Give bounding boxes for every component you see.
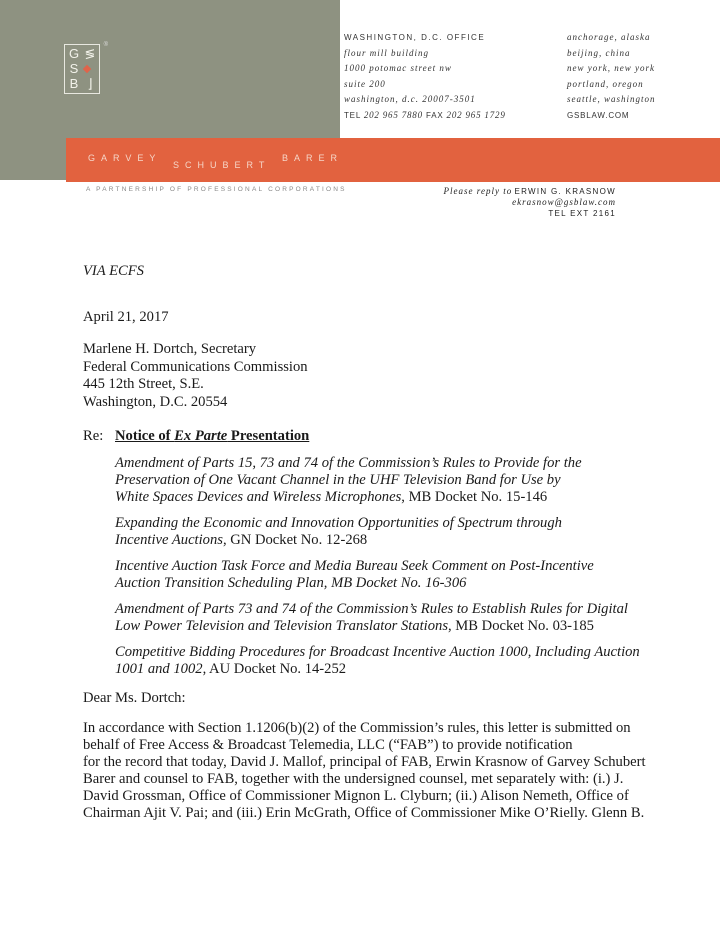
matter-4: [115, 601, 628, 635]
matter-title: Competitive Bidding Procedures for Broadcast Incentive Auction 1000, Including Auction: [115, 644, 640, 660]
recipient-address: [83, 341, 308, 411]
re-label: Re:: [83, 428, 104, 444]
reply-prefix: Please reply to: [443, 186, 513, 196]
firm-name-band: [66, 138, 720, 182]
subject-part-3: Presentation: [227, 428, 310, 444]
docket-number: , MB Docket No. 03-185: [448, 618, 594, 634]
subject-line: [115, 428, 309, 445]
office-location: anchorage, alaska: [567, 32, 651, 42]
subject-ex-parte: Ex Parte: [174, 428, 228, 444]
address-line: flour mill building: [344, 47, 430, 58]
body-paragraph: [83, 720, 646, 822]
recipient-line: Washington, D.C. 20554: [83, 393, 228, 410]
matter-title: White Spaces Devices and Wireless Microphones: [115, 489, 402, 505]
matter-5: [115, 644, 640, 678]
logo-letter-g: G: [68, 46, 80, 61]
letterhead-gray-strip: [0, 140, 66, 180]
body-line: behalf of Free Access & Broadcast Telemedia, LLC (“FAB”) to provide notification: [83, 737, 573, 753]
firm-name-garvey: GARVEY: [88, 153, 162, 163]
firm-name-barer: BARER: [282, 153, 344, 163]
office-location: beijing, china: [567, 47, 631, 58]
registered-mark: ®: [103, 42, 108, 48]
body-line: Chairman Ajit V. Pai; and (iii.) Erin McGrath, Office of Commissioner Mike O’Rielly. Glenn B.: [83, 805, 645, 821]
reply-email[interactable]: ekrasnow@gsblaw.com: [512, 197, 616, 207]
logo-letter-b: B: [69, 76, 79, 91]
phone-fax-line: [344, 108, 506, 124]
docket-number: , AU Docket No. 14-252: [202, 661, 347, 677]
docket-number: , MB Docket No. 15-146: [401, 489, 548, 505]
letterhead-gray-block: [0, 0, 340, 140]
matter-title: Auction Transition Scheduling Plan, MB Docket No. 16-306: [115, 575, 467, 591]
partnership-line: A PARTNERSHIP OF PROFESSIONAL CORPORATIONS: [86, 186, 347, 193]
logo-glyph-bottom: ⌋: [87, 76, 93, 91]
matter-title: Incentive Auction Task Force and Media Bureau Seek Comment on Post-Incentive: [115, 558, 594, 574]
recipient-line: Marlene H. Dortch, Secretary: [83, 341, 257, 357]
gsb-logo: [64, 42, 108, 94]
logo-glyph-top: ≶: [84, 46, 96, 61]
reply-block: [430, 186, 616, 219]
reply-tel: TEL EXT 2161: [548, 209, 616, 218]
body-line: Barer and counsel to FAB, together with the undersigned counsel, met separately with: (i.) J.: [83, 771, 624, 787]
matter-title: Expanding the Economic and Innovation Opportunities of Spectrum through: [115, 515, 562, 531]
logo-diamond-icon: [83, 65, 91, 73]
address-line: washington, d.c. 20007-3501: [344, 94, 476, 104]
website[interactable]: GSBLAW.COM: [567, 110, 630, 120]
firm-name-schubert: SCHUBERT: [173, 160, 271, 170]
body-line: David Grossman, Office of Commissioner Mignon L. Clyburn; (ii.) Alison Nemeth, Office of: [83, 788, 629, 804]
body-line: In accordance with Section 1.1206(b)(2) of the Commission’s rules, this letter is submitted on: [83, 720, 631, 736]
delivery-method: VIA ECFS: [83, 263, 144, 279]
dc-office-address: [344, 30, 506, 123]
fax-label: FAX: [425, 110, 444, 120]
matter-title: Amendment of Parts 15, 73 and 74 of the Commission’s Rules to Provide for the: [115, 455, 582, 471]
reply-name: ERWIN G. KRASNOW: [514, 187, 616, 196]
matter-title: Amendment of Parts 73 and 74 of the Commission’s Rules to Establish Rules for Digital: [115, 601, 628, 617]
other-offices: [567, 30, 656, 123]
recipient-line: 445 12th Street, S.E.: [83, 376, 204, 392]
letter-date: April 21, 2017: [83, 309, 169, 325]
tel-label: TEL: [344, 110, 361, 120]
address-line: suite 200: [344, 78, 386, 89]
logo-letter-s: S: [69, 61, 79, 76]
subject-part-1: Notice of: [115, 428, 175, 444]
salutation: Dear Ms. Dortch:: [83, 690, 186, 706]
office-location: new york, new york: [567, 63, 655, 73]
office-location: portland, oregon: [567, 78, 644, 89]
matter-title: Low Power Television and Television Translator Stations: [115, 618, 448, 634]
recipient-line: Federal Communications Commission: [83, 358, 308, 375]
dc-office-heading: WASHINGTON, D.C. OFFICE: [344, 33, 486, 42]
fax-number: 202 965 1729: [446, 109, 506, 120]
tel-number: 202 965 7880: [363, 109, 423, 120]
matter-2: [115, 515, 562, 549]
matter-title: Incentive Auctions: [115, 532, 223, 548]
matter-title: Preservation of One Vacant Channel in the UHF Television Band for Use by: [115, 472, 561, 488]
matter-3: [115, 558, 594, 592]
matter-1: [115, 455, 582, 506]
office-location: seattle, washington: [567, 94, 656, 104]
docket-number: , GN Docket No. 12-268: [222, 532, 368, 548]
matter-title: 1001 and 1002: [115, 661, 203, 677]
body-line: for the record that today, David J. Mallof, principal of FAB, Erwin Krasnow of Garvey Schubert: [83, 754, 646, 770]
address-line: 1000 potomac street nw: [344, 63, 452, 73]
